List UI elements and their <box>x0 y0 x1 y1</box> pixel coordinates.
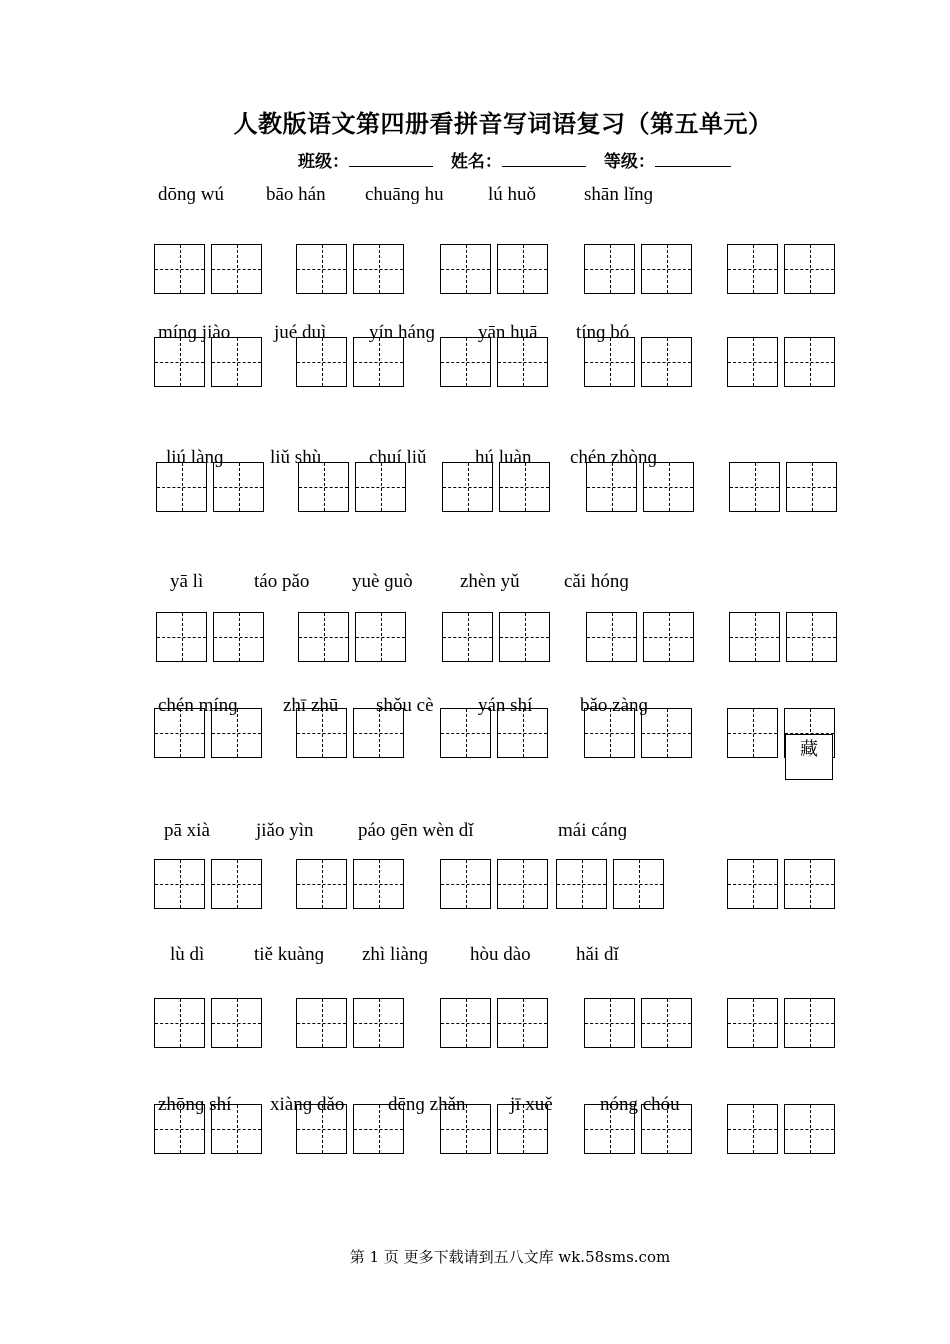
class-blank <box>349 150 433 167</box>
pinyin-word: hú luàn <box>475 447 532 468</box>
writing-box[interactable] <box>156 612 207 662</box>
writing-box[interactable] <box>154 244 205 294</box>
pinyin-word: yā lì <box>170 571 204 592</box>
pinyin-word: chuí liǔ <box>369 447 427 468</box>
writing-box[interactable] <box>727 998 778 1048</box>
pinyin-word: yán shí <box>478 695 533 716</box>
pinyin-word: xiànɡ dǎo <box>270 1094 345 1115</box>
pinyin-row-4 <box>0 571 950 595</box>
pinyin-row-6 <box>0 820 950 844</box>
pinyin-word: zhì liànɡ <box>362 944 428 965</box>
writing-box[interactable] <box>499 612 550 662</box>
pinyin-row-5 <box>0 695 950 719</box>
writing-box[interactable] <box>353 859 404 909</box>
writing-box[interactable] <box>584 244 635 294</box>
writing-box[interactable] <box>154 998 205 1048</box>
pinyin-row-2 <box>0 322 950 346</box>
writing-box[interactable] <box>211 859 262 909</box>
writing-box[interactable] <box>497 859 548 909</box>
writing-box[interactable] <box>440 998 491 1048</box>
pinyin-word: lú huǒ <box>488 184 537 205</box>
page-footer: 第 1 页 更多下载请到五八文库 wk.58sms.com <box>349 1248 671 1266</box>
writing-box[interactable] <box>211 998 262 1048</box>
writing-box[interactable] <box>641 998 692 1048</box>
writing-box[interactable] <box>786 612 837 662</box>
writing-box[interactable] <box>784 998 835 1048</box>
writing-box-row-1 <box>0 244 950 296</box>
pinyin-row-1 <box>0 184 950 208</box>
pinyin-word: hòu dào <box>470 944 531 965</box>
pinyin-word: zhèn yǔ <box>460 571 520 592</box>
pinyin-word: jī xuě <box>510 1094 553 1115</box>
pinyin-word: jué duì <box>274 322 327 343</box>
writing-box[interactable] <box>584 998 635 1048</box>
writing-box[interactable] <box>497 244 548 294</box>
writing-box[interactable] <box>211 244 262 294</box>
hint-character-box: 藏 <box>785 734 833 780</box>
writing-box[interactable] <box>213 612 264 662</box>
grade-blank <box>655 150 731 167</box>
writing-box[interactable] <box>784 244 835 294</box>
page-title: 人教版语文第四册看拼音写词语复习（第五单元） <box>233 110 773 138</box>
pinyin-word: bǎo zànɡ <box>580 695 649 716</box>
writing-box-row-7 <box>0 998 950 1050</box>
pinyin-word: yān huā <box>478 322 538 343</box>
pinyin-row-8 <box>0 1094 950 1118</box>
writing-box[interactable] <box>442 612 493 662</box>
writing-box[interactable] <box>296 998 347 1048</box>
pinyin-word: chén mínɡ <box>158 695 238 716</box>
writing-box[interactable] <box>643 612 694 662</box>
writing-box[interactable] <box>586 612 637 662</box>
pinyin-word: bāo hán <box>266 184 326 205</box>
student-info-line <box>298 147 731 172</box>
writing-box[interactable] <box>296 859 347 909</box>
writing-box[interactable] <box>556 859 607 909</box>
pinyin-word: nóng chóu <box>600 1094 680 1115</box>
pinyin-word: tiě kuànɡ <box>254 944 325 965</box>
writing-box[interactable] <box>729 612 780 662</box>
pinyin-word: liú lànɡ <box>166 447 224 468</box>
pinyin-word: cǎi hónɡ <box>564 571 629 592</box>
pinyin-word: pā xià <box>164 820 210 841</box>
pinyin-row-3 <box>0 447 950 471</box>
writing-box-row-6 <box>0 859 950 911</box>
writing-box[interactable] <box>296 244 347 294</box>
class-label: 班级： <box>298 152 349 172</box>
writing-box-row-4 <box>0 612 950 664</box>
pinyin-word: mínɡ jiào <box>158 322 231 343</box>
writing-box[interactable] <box>440 244 491 294</box>
pinyin-word: chén zhònɡ <box>570 447 658 468</box>
pinyin-word: táo pǎo <box>254 571 310 592</box>
writing-box[interactable] <box>497 998 548 1048</box>
pinyin-word: shǒu cè <box>376 695 434 716</box>
pinyin-word: zhī zhū <box>283 695 339 716</box>
pinyin-word: dōnɡ wú <box>158 184 224 205</box>
writing-box[interactable] <box>727 244 778 294</box>
pinyin-word: liǔ shù <box>270 447 322 468</box>
pinyin-word: chuānɡ hu <box>365 184 444 205</box>
writing-box[interactable] <box>440 859 491 909</box>
writing-box[interactable] <box>641 244 692 294</box>
pinyin-word: zhōnɡ shí <box>158 1094 232 1115</box>
writing-box[interactable] <box>353 998 404 1048</box>
writing-box[interactable] <box>298 612 349 662</box>
writing-box[interactable] <box>353 244 404 294</box>
pinyin-word: hǎi dǐ <box>576 944 619 965</box>
writing-box[interactable] <box>727 859 778 909</box>
pinyin-word: yuè ɡuò <box>352 571 413 592</box>
pinyin-word: lù dì <box>170 944 205 965</box>
pinyin-row-7 <box>0 944 950 968</box>
pinyin-word: yín hánɡ <box>369 322 435 343</box>
pinyin-word: tínɡ bó <box>576 322 630 343</box>
pinyin-word: shān lǐnɡ <box>584 184 654 205</box>
name-label: 姓名： <box>450 152 502 172</box>
pinyin-word: páo ɡēn wèn dǐ <box>358 820 474 841</box>
grade-label: 等级： <box>603 152 655 172</box>
writing-box[interactable] <box>613 859 664 909</box>
name-blank <box>502 150 586 167</box>
pinyin-word: mái cánɡ <box>558 820 628 841</box>
writing-box[interactable] <box>355 612 406 662</box>
pinyin-word: jiǎo yìn <box>256 820 314 841</box>
writing-box[interactable] <box>154 859 205 909</box>
writing-box[interactable] <box>784 859 835 909</box>
pinyin-word: dēnɡ zhǎn <box>388 1094 466 1115</box>
